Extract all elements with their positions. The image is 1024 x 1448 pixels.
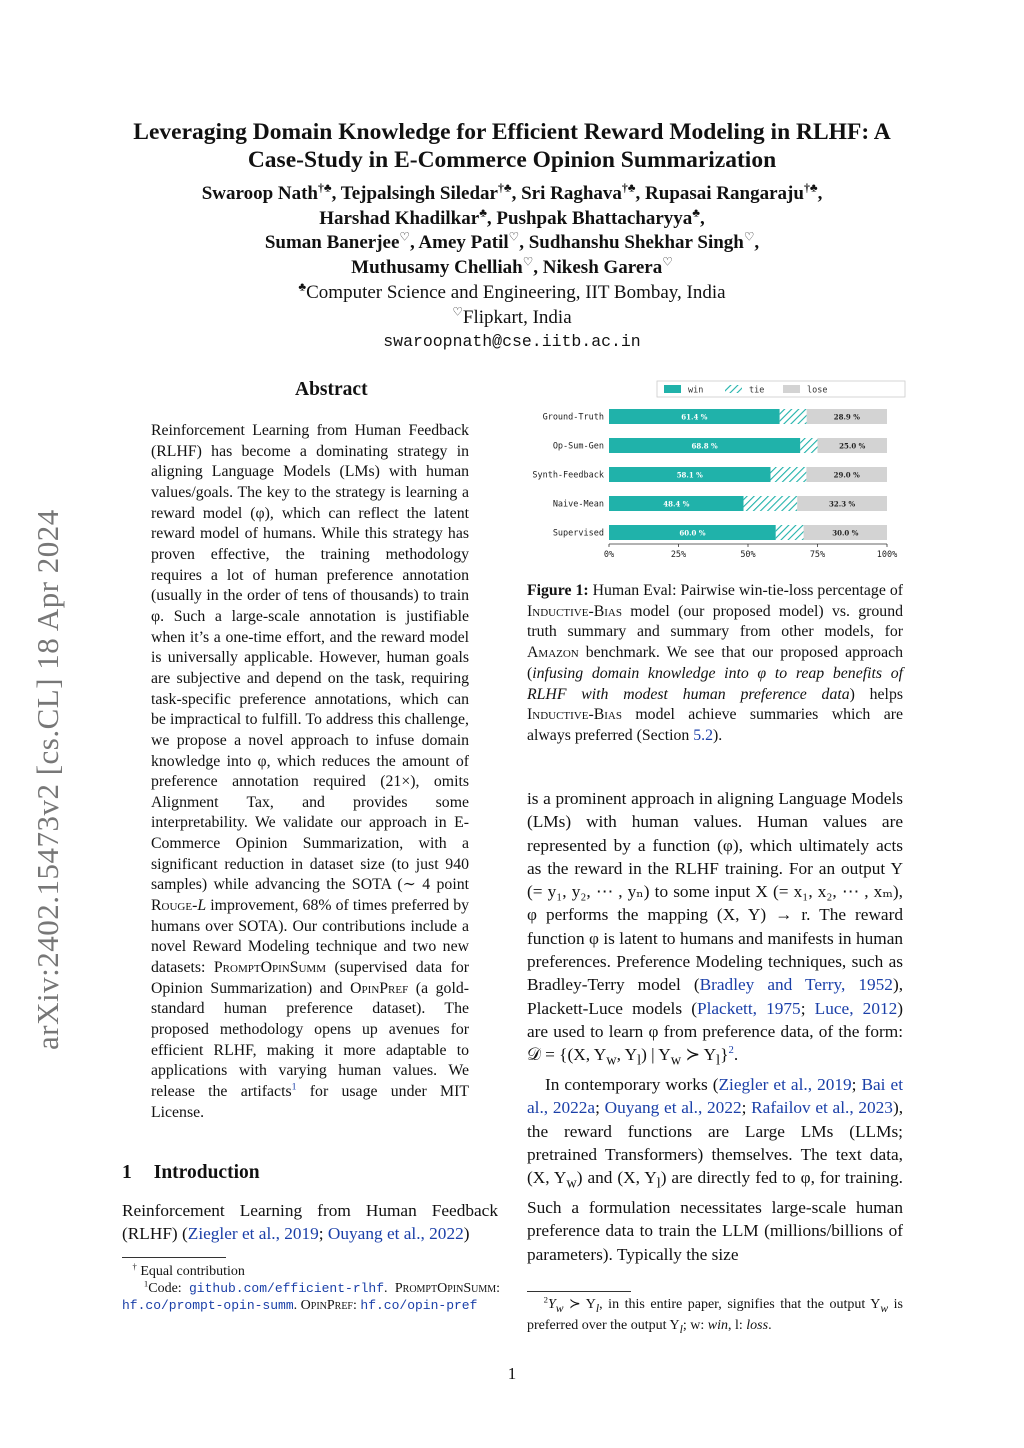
category-label: Ground-Truth (542, 412, 604, 423)
win-value-label: 48.4 % (663, 499, 690, 509)
citation-link[interactable]: Ouyang et al., 2022 (604, 1098, 742, 1118)
affiliation-flipkart: Flipkart, India (462, 306, 572, 328)
dataset-link-promptopinsumm[interactable]: hf.co/prompt-opin-summ (122, 1298, 294, 1313)
category-label: Synth-Feedback (532, 470, 604, 481)
citation-link[interactable]: Bradley and Terry, 1952 (699, 975, 893, 995)
section-link[interactable]: 5.2 (693, 726, 713, 744)
author: Tejpalsingh Siledar (340, 183, 498, 204)
arxiv-identifier: arXiv:2402.15473v2 [cs.CL] 18 Apr 2024 (30, 509, 65, 1050)
lose-value-label: 29.0 % (833, 470, 860, 480)
author: Rupasai Rangaraju (645, 183, 804, 204)
footnote-divider (122, 1257, 226, 1258)
author: Pushpak Bhattacharyya (496, 207, 693, 229)
citation-link[interactable]: Bai et al., 2022a (527, 1075, 903, 1118)
win-tie-lose-chart (527, 376, 907, 566)
footnote-marker[interactable]: 1 (291, 1081, 297, 1093)
tick-label: 0% (603, 550, 615, 560)
legend-label-tie: tie (749, 385, 765, 396)
bar-tie (771, 467, 807, 482)
title-line-1: Leveraging Domain Knowledge for Efficient Reward Modeling in RLHF: A (133, 119, 891, 145)
dataset-link-opinpref[interactable]: hf.co/opin-pref (360, 1298, 478, 1313)
author: Suman Banerjee (264, 232, 400, 253)
citation-link[interactable]: Plackett, 1975 (696, 998, 801, 1018)
legend-swatch-lose (783, 385, 800, 393)
legend-label-lose: lose (807, 385, 828, 396)
footnote-divider (527, 1291, 631, 1292)
legend-swatch-tie (725, 385, 742, 393)
right-column-text: is a prominent approach in aligning Language Models (LMs) with human values. Human values are represented by a function (φ), which ultimately acts as the reward in the RLHF training. For an output Y (= y₁, y₂, ⋯ , yₙ) to some input X (= x₁, x₂, ⋯ , xₘ), φ performs the mapping (X, Y) → r. The reward function φ is latent to humans and manifests in human preferences. Preference Modeling techniques, such as Bradley-Terry model (Bradley and Terry, 1952), Plackett-Luce models (Plackett, 1975; Luce, 2012) are used to learn φ from preference data, of the form: 𝒟 = {(X, $Y_w$, $Y_l$) | $Y_w$ ≻ $Y_l\}^2$. In contemporary works (Ziegler et al., 2019; Bai et al., 2022a; Ouyang et al., 2022; Rafailov et al., 2023), the reward functions are Large LMs (LLMs; pretrained Transformers) themselves. The text data, (X, $Y_w$) and (X, $Y_l$) are directly fed to φ, for training. Such a formulation necessitates large-scale human preference data to train the LLM (millions/billions of parameters). Typically the size (527, 789, 904, 1264)
abstract-text: Reinforcement Learning from Human Feedback (RLHF) has become a dominating strategy in aligning Language Models (LMs) with human values/goals. The key to the strategy is learning a reward model (φ), which can reflect the latent reward model of humans. While this strategy has proven effective, the training methodology requires a lot of human preference annotation (usually in the order of tens of thousands) to train φ. Such a large-scale annotation is justifiable when it’s a one-time effort, and the reward model is universally applicable. However, human goals are subjective and depend on the task, requiring task-specific preference annotations, which can be impractical to fulfill. To address this challenge, we propose a novel approach to infuse domain knowledge into φ, which reduces the amount of preference annotation required (21×), omits Alignment Tax, and provides some interpretability. We validate our approach in E-Commerce Opinion Summarization, with a significant reduction in dataset size (to just 940 samples) while advancing the SOTA (∼ 4 point Rouge-L improvement, 68% of times preferred by humans over SOTA). Our contributions include a novel Reward Modeling technique and two new datasets: PromptOpinSumm (supervised data for Opinion Summarization) and OpinPref (a gold-standard human preference dataset). The proposed methodology opens up avenues for efficient RLHF, making it more adaptable to applications with varying human values. We release the artifacts$^1$ for usage under MIT License. (151, 422, 470, 1121)
abstract-heading: Abstract (295, 379, 368, 400)
win-value-label: 60.0 % (679, 528, 706, 538)
footnote-right: $^2Y_w$ ≻ $Y_l$, in this entire paper, signifies that the output $Y_w$ is preferred over the output $Y_l$; w: win, l: loss. (527, 1294, 903, 1336)
chart-legend (657, 381, 905, 397)
tick-label: 100% (876, 550, 898, 560)
author: Harshad Khadilkar (319, 207, 480, 229)
lose-value-label: 30.0 % (832, 528, 859, 538)
author: Swaroop Nath (201, 183, 318, 204)
author: Nikesh Garera (542, 256, 663, 278)
bar-tie (780, 409, 807, 424)
tick-label: 25% (670, 550, 687, 560)
bar-tie (776, 525, 804, 540)
affiliation-iitb: Computer Science and Engineering, IIT Bombay, India (306, 282, 726, 303)
citation-link[interactable]: Ouyang et al., 2022 (327, 1224, 464, 1244)
tick-label: 75% (809, 550, 826, 560)
paper-title (100, 118, 924, 174)
legend-label-win: win (688, 385, 704, 396)
author: Sri Raghava (521, 183, 622, 204)
citation-link[interactable]: Luce, 2012 (814, 998, 898, 1018)
contact-email[interactable]: swaroopnath@cse.iitb.ac.in (383, 332, 641, 351)
legend-swatch-win (664, 385, 681, 393)
affiliations: ♣Computer Science and Engineering, IIT Bombay, India ♡Flipkart, India swaroopnath@cse.iitb.ac.in (100, 281, 924, 355)
tick-label: 50% (740, 550, 756, 560)
author-list: Swaroop Nath†♣, Tejpalsingh Siledar†♣, Sri Raghava†♣, Rupasai Rangaraju†♣, Harshad Khadilkar♣, Pushpak Bhattacharyya♣, Suman Banerjee♡, Amey Patil♡, Sudhanshu Shekhar Singh♡, Muthusamy Chelliah♡, Nikesh Garera♡ (201, 181, 823, 278)
page-number: 1 (507, 1364, 517, 1383)
title-line-2: Case-Study in E-Commerce Opinion Summarization (247, 147, 777, 173)
chart-bars (532, 409, 887, 540)
win-value-label: 61.4 % (681, 412, 708, 422)
bar-tie (744, 496, 798, 511)
citation-link[interactable]: Ziegler et al., 2019 (187, 1224, 319, 1244)
code-link[interactable]: github.com/efficient-rlhf (189, 1281, 385, 1296)
intro-text: Reinforcement Learning from Human Feedback (RLHF) (Ziegler et al., 2019; Ouyang et al., 2022) (122, 1201, 498, 1244)
citation-link[interactable]: Rafailov et al., 2023 (751, 1098, 893, 1118)
footnote-marker[interactable]: 2 (728, 1044, 734, 1057)
bar-tie (800, 438, 817, 453)
author: Sudhanshu Shekhar Singh (528, 232, 744, 253)
lose-value-label: 25.0 % (839, 441, 866, 451)
lose-value-label: 28.9 % (833, 412, 860, 422)
win-value-label: 58.1 % (676, 470, 703, 480)
win-value-label: 68.8 % (691, 441, 718, 451)
author: Muthusamy Chelliah (351, 256, 523, 278)
chart-x-axis (604, 544, 897, 560)
category-label: Supervised (552, 528, 604, 539)
category-label: Naive-Mean (552, 499, 604, 510)
lose-value-label: 32.3 % (829, 499, 856, 509)
section-heading-introduction: 1 Introduction (122, 1162, 260, 1183)
footnotes-left: † Equal contribution $^1$Code: github.com/efficient-rlhf. PromptOpinSumm: hf.co/prompt-opin-summ. OpinPref: hf.co/opin-pref (122, 1261, 501, 1313)
category-label: Op-Sum-Gen (552, 441, 604, 452)
citation-link[interactable]: Ziegler et al., 2019 (718, 1075, 852, 1095)
author: Amey Patil (418, 232, 509, 253)
figure-caption: Figure 1: Human Eval: Pairwise win-tie-loss percentage of Inductive-Bias model (our proposed model) vs. ground truth summary and summary from other models, for Amazon benchmark. We see that our proposed approach (infusing domain knowledge into φ to reap benefits of RLHF with modest human preference data) helps Inductive-Bias model achieve summaries which are always preferred (Section 5.2). (527, 582, 903, 744)
